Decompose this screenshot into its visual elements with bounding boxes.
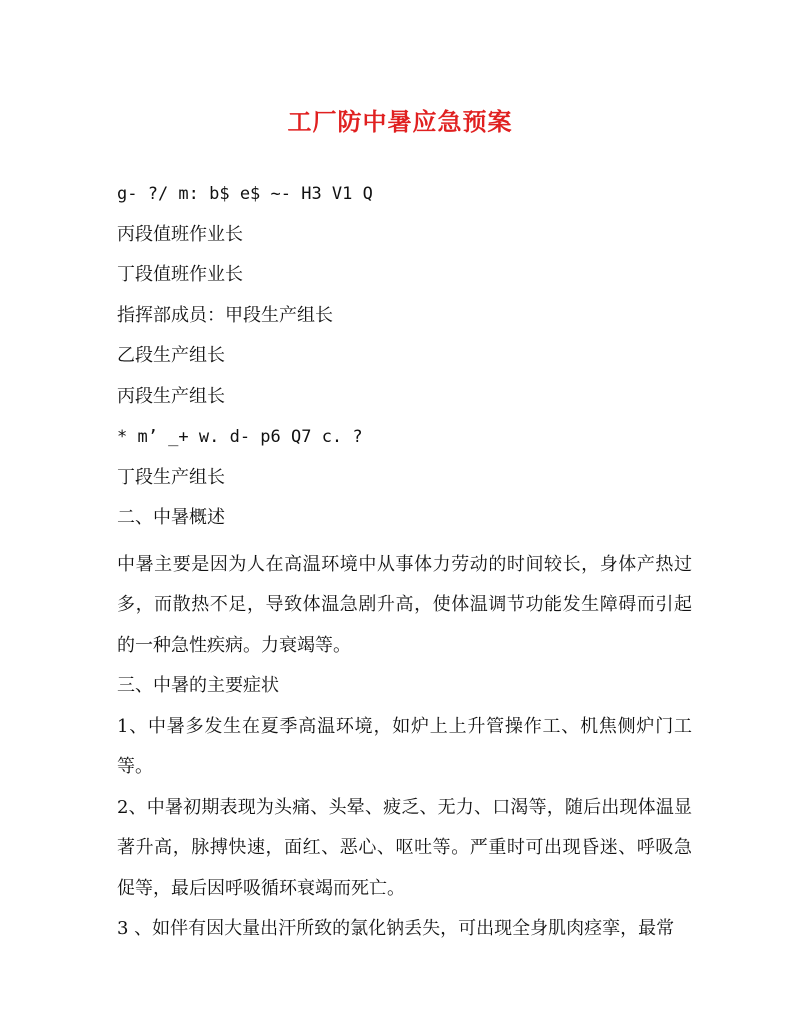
text-line: 丙段值班作业长 <box>117 223 243 245</box>
garbled-text-line: g- ?/ m: b$ e$ ~- H3 V1 Q <box>117 184 373 204</box>
garbled-text-line: * m’ _+ w. d- p6 Q7 c. ? <box>117 427 363 447</box>
document-title: 工厂防中暑应急预案 <box>287 107 513 136</box>
symptom-item-2: 2、中暑初期表现为头痛、头晕、疲乏、无力、口渴等，随后出现体温显著升高，脉搏快速，面红、恶心、呕吐等。严重时可出现昏迷、呼吸急促等，最后因呼吸循环衰竭而死亡。 <box>117 796 692 899</box>
symptom-item-3: 3 、如伴有因大量出汗所致的氯化钠丢失，可出现全身肌肉痉挛，最常 <box>117 918 675 939</box>
text-line: 丙段生产组长 <box>117 385 225 407</box>
document-body <box>117 180 692 950</box>
section-heading-symptoms: 三、中暑的主要症状 <box>117 675 279 696</box>
text-line: 乙段生产组长 <box>117 345 225 366</box>
text-line: 丁段生产组长 <box>117 466 225 488</box>
text-line: 丁段值班作业长 <box>117 264 243 285</box>
section-heading-overview: 二、中暑概述 <box>117 507 225 528</box>
symptom-item-1: 1、中暑多发生在夏季高温环境，如炉上上升管操作工、机焦侧炉门工等。 <box>117 715 692 777</box>
overview-paragraph: 中暑主要是因为人在高温环境中从事体力劳动的时间较长，身体产热过多，而散热不足，导致体温急剧升高，使体温调节功能发生障碍而引起的一种急性疾病。力衰竭等。 <box>117 553 692 656</box>
text-line: 指挥部成员：甲段生产组长 <box>117 304 333 326</box>
